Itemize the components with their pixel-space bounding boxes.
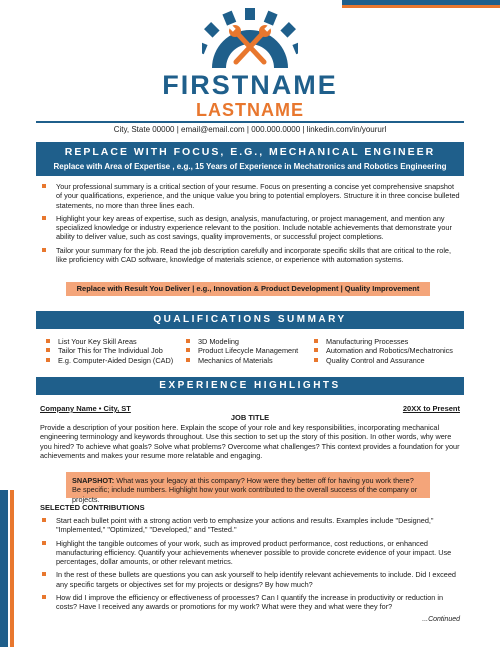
list-item: Tailor your summary for the job. Read the job description carefully and incorporate specific skills that are critical to the role, like proficiency with CAD software, knowledge of materials science, or experience with automation systems. xyxy=(40,246,460,265)
list-item: Highlight the tangible outcomes of your work, such as improved product performance, cost reductions, or enhanced manufacturing efficiency. Quantify your achievements whenever possible to provide concrete evidence of your impact. Use percentages, dollar amounts, or other relevant metrics. xyxy=(40,539,460,567)
bullet-square-icon xyxy=(186,348,190,352)
contact-line: City, State 00000 | email@email.com | 000.000.0000 | linkedin.com/in/yoururl xyxy=(113,125,387,134)
job-title: JOB TITLE xyxy=(230,413,270,422)
bullet-square-icon xyxy=(42,184,46,188)
company-name: Company Name • City, ST xyxy=(40,404,131,413)
list-item: Product Lifecycle Management xyxy=(184,346,312,355)
last-name: LASTNAME xyxy=(196,100,304,120)
bullet-square-icon xyxy=(42,595,46,599)
list-item: E.g. Computer-Aided Design (CAD) xyxy=(44,356,184,365)
snapshot-box xyxy=(66,472,430,504)
company-line xyxy=(40,404,460,413)
bullet-square-icon xyxy=(186,339,190,343)
bullet-square-icon xyxy=(42,216,46,220)
side-accent-bar xyxy=(0,490,8,647)
continued-note: ...Continued xyxy=(422,616,460,623)
list-item: 3D Modeling xyxy=(184,337,312,346)
snapshot-text: What was your legacy at this company? How were they better off for having you work there? Be specific; include numbers. Highlight how your work contributed to the overall success of the company or projects. xyxy=(72,476,418,504)
selected-contributions-title: SELECTED CONTRIBUTIONS xyxy=(40,503,145,512)
list-item: List Your Key Skill Areas xyxy=(44,337,184,346)
first-name: FIRSTNAME xyxy=(162,70,338,100)
list-item: Automation and Robotics/Mechatronics xyxy=(312,346,462,355)
result-highlight-bar: Replace with Result You Deliver | e.g., Innovation & Product Development | Quality Improvement xyxy=(66,282,430,296)
bullet-square-icon xyxy=(42,248,46,252)
list-item: Tailor This for The Individual Job xyxy=(44,346,184,355)
gear-wrench-logo-icon xyxy=(202,6,298,68)
headline-banner xyxy=(36,142,464,176)
job-description: Provide a description of your position here. Explain the scope of your role and key responsibilities, incorporating mechanical engineering terminology and keywords throughout. Use this section to set up the story of this position. In other words, why were you hired? To achieve what goals? Solve what problems? Overcome what challenges? This context provides a foundation for your achievements and makes your resume more relatable and engaging. xyxy=(40,423,460,460)
list-item: Your professional summary is a critical section of your resume. Focus on presenting a concise yet comprehensive snapshot of your qualifications, experience, and the unique value you bring to potential employers. Structure it in three concise bulleted statements, no more than three lines each. xyxy=(40,182,460,210)
list-item: Manufacturing Processes xyxy=(312,337,462,346)
headline-subtitle: Replace with Area of Expertise , e.g., 15 Years of Experience in Mechatronics and Robotics Engineering xyxy=(53,162,447,171)
list-item: Quality Control and Assurance xyxy=(312,356,462,365)
list-item: How did I improve the efficiency or effectiveness of processes? Can I quantify the increase in productivity or reduction in costs? Have I received any awards or promotions for my work? What were they and what were they for? xyxy=(40,593,460,612)
experience-banner: EXPERIENCE HIGHLIGHTS xyxy=(36,377,464,395)
side-accent-stripe xyxy=(10,490,14,647)
bullet-square-icon xyxy=(42,572,46,576)
snapshot-label: SNAPSHOT: xyxy=(72,476,115,485)
list-item: Highlight your key areas of expertise, such as design, analysis, manufacturing, or project management, and mention any specialized knowledge or industry experience relevant to the position. Include notable achievements that demonstrate your ability to deliver value, such as cost savings, quality improvements, or successful project completions. xyxy=(40,214,460,242)
list-item: In the rest of these bullets are questions you can ask yourself to help identify relevant achievements to include. Did I exceed any specific targets or objectives set for my projects or designs? By how much? xyxy=(40,570,460,589)
bullet-square-icon xyxy=(46,358,50,362)
qualifications-column xyxy=(312,337,462,365)
list-item: Start each bullet point with a strong action verb to emphasize your actions and results. Examples include "Designed," "Implemented," "Optimized," "Developed," and "Tested." xyxy=(40,516,460,535)
bullet-square-icon xyxy=(314,358,318,362)
headline-title: REPLACE WITH FOCUS, E.G., MECHANICAL ENGINEER xyxy=(64,146,436,158)
header-rule xyxy=(36,121,464,123)
contributions-list xyxy=(40,516,460,616)
list-item: Mechanics of Materials xyxy=(184,356,312,365)
top-accent-stripe xyxy=(342,5,500,8)
summary-list xyxy=(40,182,460,268)
bullet-square-icon xyxy=(42,541,46,545)
bullet-square-icon xyxy=(42,518,46,522)
bullet-square-icon xyxy=(186,358,190,362)
bullet-square-icon xyxy=(314,339,318,343)
qualifications-banner: QUALIFICATIONS SUMMARY xyxy=(36,311,464,329)
bullet-square-icon xyxy=(46,339,50,343)
bullet-square-icon xyxy=(314,348,318,352)
employment-dates: 20XX to Present xyxy=(402,404,460,413)
qualifications-grid xyxy=(44,337,464,365)
qualifications-column xyxy=(44,337,184,365)
bullet-square-icon xyxy=(46,348,50,352)
qualifications-column xyxy=(184,337,312,365)
